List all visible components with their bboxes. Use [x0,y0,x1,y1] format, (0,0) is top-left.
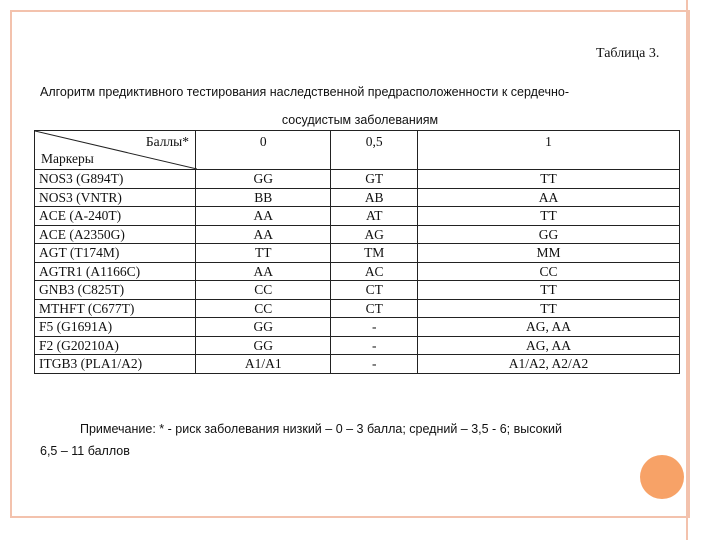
caption-line-2: сосудистым заболеваниям [281,113,439,127]
genotype-cell: AA [196,225,331,244]
marker-cell: ACE (A2350G) [35,225,196,244]
table-row [35,207,680,226]
marker-cell: NOS3 (G894T) [35,170,196,189]
table-row [35,299,680,318]
genotype-cell: - [331,318,418,337]
genotype-cell: AG [331,225,418,244]
genotype-cell: MM [417,244,679,263]
genotype-cell: GG [417,225,679,244]
table-header-row [35,131,680,170]
table-row [35,336,680,355]
genotype-cell: TT [417,170,679,189]
genotype-cell: BB [196,188,331,207]
frame-accent-line [686,0,688,540]
table-row [35,170,680,189]
genotype-cell: TT [417,281,679,300]
genotype-cell: GG [196,336,331,355]
note-line-2: 6,5 – 11 баллов [40,444,130,458]
marker-cell: AGTR1 (A1166C) [35,262,196,281]
genotype-cell: TT [417,207,679,226]
header-corner-cell [35,131,196,170]
table-number: Таблица 3. [596,46,660,61]
table-caption [40,78,680,134]
genotype-cell: AG, AA [417,318,679,337]
markers-table [34,130,680,374]
table-row [35,225,680,244]
marker-cell: NOS3 (VNTR) [35,188,196,207]
genotype-cell: AA [196,262,331,281]
genotype-cell: AG, AA [417,336,679,355]
genotype-cell: TT [196,244,331,263]
marker-cell: ACE (A-240T) [35,207,196,226]
table-row [35,281,680,300]
genotype-cell: TT [417,299,679,318]
table-row [35,188,680,207]
table-row [35,318,680,337]
marker-cell: MTHFT (C677T) [35,299,196,318]
genotype-cell: CT [331,281,418,300]
genotype-cell: - [331,355,418,374]
genotype-cell: CT [331,299,418,318]
marker-cell: ITGB3 (PLA1/A2) [35,355,196,374]
marker-cell: F2 (G20210A) [35,336,196,355]
table-row [35,244,680,263]
genotype-cell: AA [417,188,679,207]
markers-label: Маркеры [41,151,94,166]
marker-cell: F5 (G1691A) [35,318,196,337]
table-row [35,355,680,374]
genotype-cell: AC [331,262,418,281]
table-note [40,418,680,462]
column-header: 0,5 [331,131,418,170]
genotype-cell: GG [196,318,331,337]
column-header: 0 [196,131,331,170]
scores-label: Баллы* [145,134,189,149]
note-line-1: Примечание: * - риск заболевания низкий – 0 – 3 балла; средний – 3,5 - 6; высокий [80,422,562,436]
genotype-cell: CC [417,262,679,281]
genotype-cell: GT [331,170,418,189]
marker-cell: GNB3 (C825T) [35,281,196,300]
genotype-cell: GG [196,170,331,189]
marker-cell: AGT (T174M) [35,244,196,263]
genotype-cell: TM [331,244,418,263]
genotype-cell: - [331,336,418,355]
genotype-cell: CC [196,281,331,300]
genotype-cell: A1/A2, A2/A2 [417,355,679,374]
column-header: 1 [417,131,679,170]
caption-line-1: Алгоритм предиктивного тестирования наследственной предрасположенности к сердечно- [40,85,569,99]
genotype-cell: AA [196,207,331,226]
genotype-cell: A1/A1 [196,355,331,374]
genotype-cell: AB [331,188,418,207]
genotype-cell: CC [196,299,331,318]
genotype-cell: AT [331,207,418,226]
table-row [35,262,680,281]
